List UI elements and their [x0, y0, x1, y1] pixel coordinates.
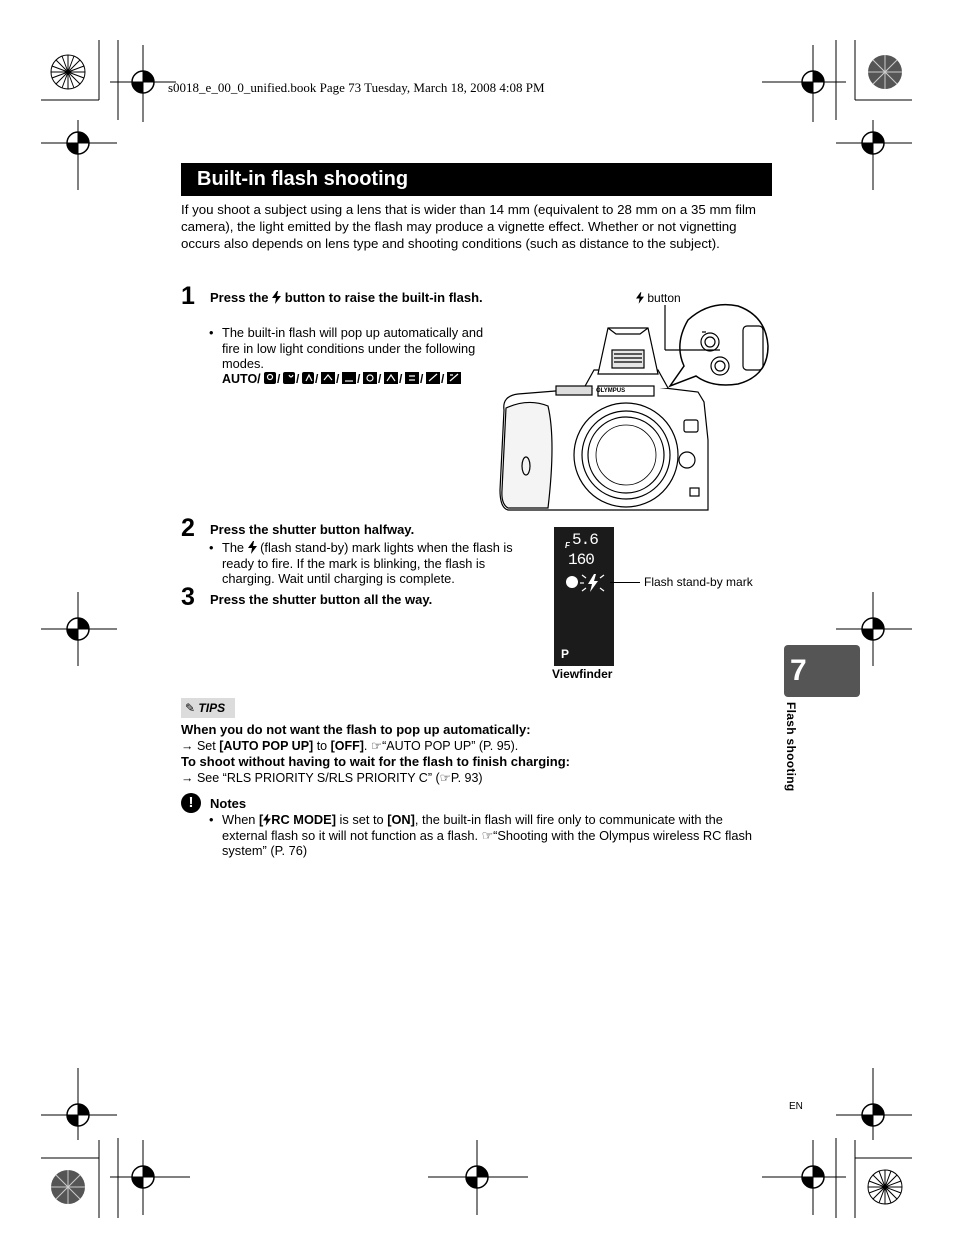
shutter-value: 160	[568, 551, 594, 569]
tips-label	[181, 698, 235, 718]
tip2-reference[interactable]: P. 93)	[450, 771, 483, 785]
flash-button-callout	[636, 291, 681, 305]
tip2-text: See “RLS PRIORITY S/RLS PRIORITY C” (	[193, 771, 440, 785]
step1-head-part-b: button to raise the built-in flash.	[281, 290, 483, 305]
svg-text:/: /	[420, 372, 424, 385]
note-pre: When	[222, 812, 259, 827]
notes-bullet: • When [ RC MODE] is set to [ON], the built-in flash will fire only to communicate with the external flash so it will not function as a flash. ☞“Shooting with the Olympus wireless RC flash system” (P. 76)	[209, 812, 752, 859]
tip1-mid: to	[313, 739, 331, 753]
note-post: , the built-in flash will fire only to communicate with the external flash so it will not function as a flash.	[222, 812, 723, 843]
step2-bullet-a: The	[222, 540, 248, 555]
step2-bullet: • The (flash stand-by) mark lights when the flash is ready to fire. If the mark is blinking, the flash is charging. Wait until charging is complete.	[209, 540, 513, 587]
svg-text:/: /	[399, 372, 403, 385]
scene-mode-icons	[264, 371, 496, 385]
reference-icon: ☞	[370, 739, 383, 753]
tips-icon: ✎	[185, 701, 196, 715]
note-bracket: [	[259, 812, 264, 827]
portrait-mode-icon	[264, 372, 276, 384]
note-reference[interactable]: “Shooting with the Olympus wireless RC flash system” (P. 76)	[222, 827, 752, 859]
tip1-pre: Set	[193, 739, 220, 753]
tip1-setting: [AUTO POP UP]	[219, 739, 314, 753]
flash-icon	[248, 541, 257, 554]
svg-text:/: /	[357, 372, 361, 385]
viewfinder-display	[554, 527, 614, 666]
camera-illustration	[498, 290, 773, 518]
note-setting: RC MODE]	[271, 812, 336, 827]
step-number-3: 3	[181, 583, 195, 611]
step-number-2: 2	[181, 514, 195, 542]
shooting-mode: P	[561, 647, 570, 661]
step-heading-3: Press the shutter button all the way.	[210, 592, 433, 607]
tips-label-text: TIPS	[198, 701, 226, 715]
standby-leader-line	[610, 582, 640, 583]
chapter-label: Flash shooting	[784, 702, 798, 792]
aperture-prefix: F	[565, 541, 570, 550]
tip-question-2: To shoot without having to wait for the flash to finish charging:	[181, 754, 571, 769]
step2-bullet-b: (flash stand-by) mark lights when the flash is ready to fire. If the mark is blinking, the flash is charging. Wait until charging is complete.	[222, 540, 513, 587]
chapter-tab[interactable]: 7	[784, 645, 860, 697]
tip-answer-2	[181, 770, 483, 786]
night-portrait-icon	[283, 372, 295, 384]
aperture-value: 5.6	[572, 531, 598, 549]
step1-bullet: • The built-in flash will pop up automatically and fire in low light conditions under the following modes.	[209, 325, 484, 372]
scene-icon-8	[405, 372, 419, 384]
svg-text:/: /	[296, 372, 300, 385]
note-value: [ON]	[387, 812, 415, 827]
svg-text:/: /	[378, 372, 382, 385]
arrow-icon: →	[181, 739, 194, 753]
step-heading-1	[210, 289, 495, 306]
modes-prefix: AUTO/	[222, 372, 261, 386]
flash-button-label: button	[647, 291, 681, 305]
step-heading-2: Press the shutter button halfway.	[210, 522, 415, 537]
svg-text:/: /	[441, 372, 445, 385]
scene-icon-4	[321, 372, 335, 384]
tip1-value: [OFF]	[330, 739, 364, 753]
language-footer: EN	[789, 1101, 803, 1112]
step1-head-part-a: Press the	[210, 290, 273, 305]
tip1-post: .	[363, 739, 371, 753]
svg-text:/: /	[277, 372, 281, 385]
flash-icon	[636, 292, 644, 304]
arrow-icon: →	[181, 771, 194, 785]
tip1-reference[interactable]: “AUTO POP UP” (P. 95).	[382, 739, 519, 753]
note-mid: is set to	[335, 812, 388, 827]
scene-icon-5	[342, 372, 356, 384]
svg-text:/: /	[315, 372, 319, 385]
flash-icon	[272, 291, 281, 304]
reference-icon: ☞	[439, 771, 451, 785]
scene-modes-list	[222, 371, 496, 387]
svg-text:/: /	[336, 372, 340, 385]
viewfinder-caption: Viewfinder	[552, 667, 613, 681]
intro-paragraph: If you shoot a subject using a lens that is wider than 14 mm (equivalent to 28 mm on a 35 mm film camera), the light emitted by the flash may produce a vignette effect. Whether or not vignetting occurs also depends on lens type and shooting conditions (such as distance to the subject).	[181, 202, 756, 251]
print-header: s0018_e_00_0_unified.book Page 73 Tuesday, March 18, 2008 4:08 PM	[168, 80, 545, 95]
flash-standby-icon	[580, 569, 606, 597]
caution-icon: !	[181, 793, 201, 813]
tip-question-1: When you do not want the flash to pop up automatically:	[181, 722, 531, 737]
focus-confirm-indicator	[566, 576, 578, 588]
svg-text:OLYMPUS: OLYMPUS	[596, 388, 626, 394]
flash-standby-label: Flash stand-by mark	[644, 575, 753, 589]
scene-icon-7	[384, 372, 398, 384]
scene-icon-6	[363, 372, 377, 384]
notes-heading: Notes	[210, 796, 247, 811]
step-number-1: 1	[181, 282, 195, 310]
tip-answer-1	[181, 738, 518, 754]
reference-icon: ☞	[481, 827, 494, 843]
section-title: Built-in flash shooting	[181, 163, 772, 196]
step1-bullet-text: The built-in flash will pop up automatically and fire in low light conditions under the following modes.	[222, 325, 484, 372]
